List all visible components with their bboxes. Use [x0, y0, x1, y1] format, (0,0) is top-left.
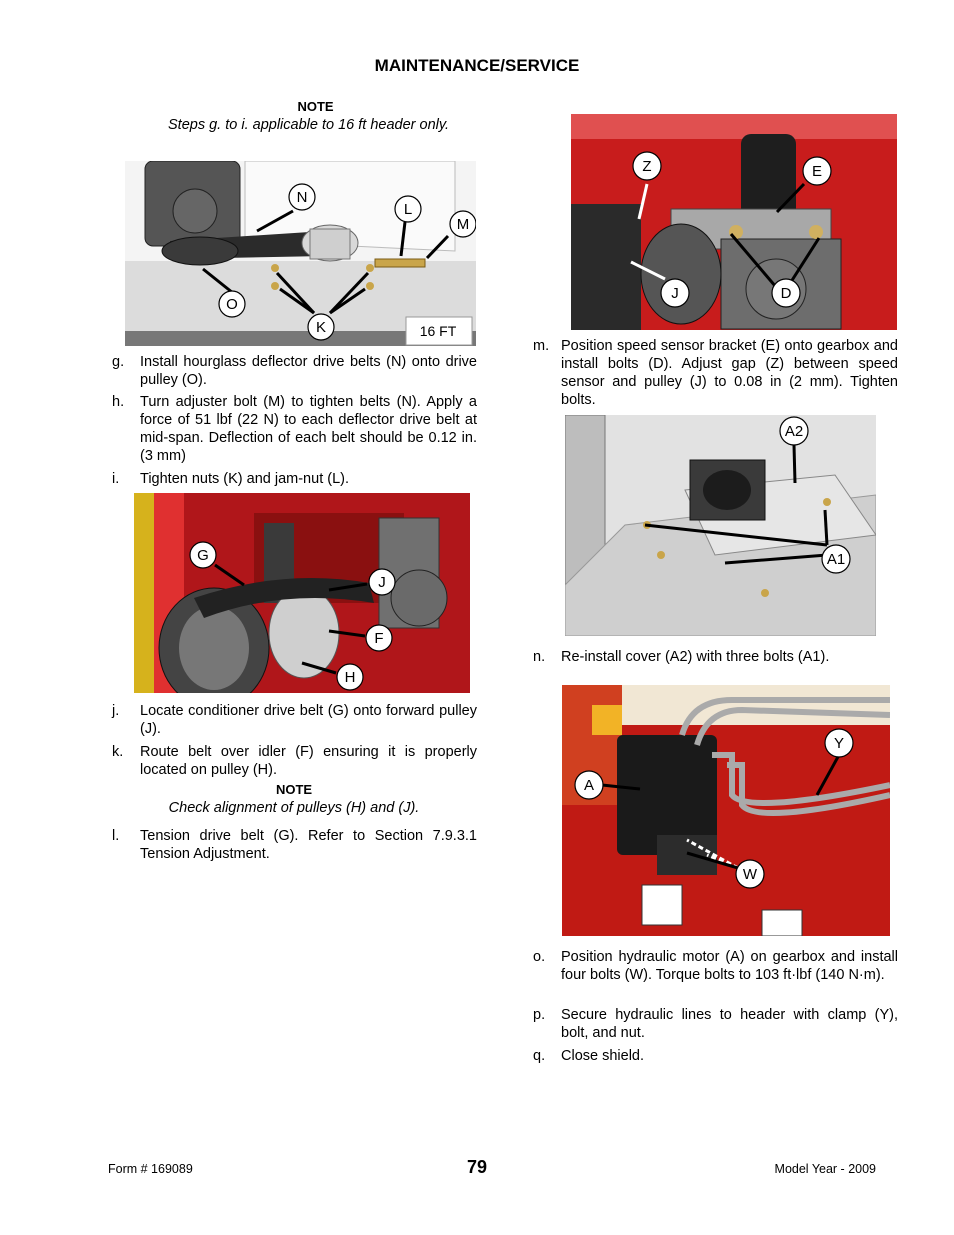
step-n [533, 648, 898, 666]
step-text: Install hourglass deflector drive belts (N) onto drive pulley (O). [140, 354, 477, 388]
callout-g: G [197, 547, 209, 564]
step-text: Secure hydraulic lines to header with clamp (Y), bolt, and nut. [561, 1007, 898, 1041]
form-number: Form # 169089 [108, 1162, 193, 1176]
callout-z: Z [642, 158, 652, 175]
step-letter: h. [112, 394, 125, 410]
callout-e: E [811, 163, 823, 180]
speed-sensor-figure [571, 114, 897, 330]
note-label: NOTE [297, 99, 334, 114]
callout-w: W [742, 866, 758, 883]
deflector-belt-figure [125, 161, 476, 346]
cover-figure [565, 415, 876, 636]
callout-l: L [403, 201, 413, 218]
step-letter: n. [533, 649, 546, 665]
step-letter: i. [112, 471, 120, 487]
header-size-tag: 16 FT [419, 323, 457, 339]
step-letter: j. [112, 703, 120, 719]
step-text: Route belt over idler (F) ensuring it is properly located on pulley (H). [140, 744, 477, 778]
step-text: Locate conditioner drive belt (G) onto forward pulley (J). [140, 703, 477, 737]
step-text: Tension drive belt (G). Refer to Section 7.9.3.1 Tension Adjustment. [140, 828, 477, 862]
step-h [112, 393, 477, 465]
callout-j: J [671, 285, 679, 302]
model-year: Model Year - 2009 [774, 1162, 876, 1176]
step-letter: m. [533, 338, 550, 354]
callout-j: J [378, 574, 386, 591]
step-p [533, 1006, 898, 1042]
step-g [112, 353, 477, 389]
step-l [112, 827, 477, 863]
step-i [112, 470, 477, 488]
conditioner-belt-figure [134, 493, 470, 693]
callout-a2: A2 [784, 423, 804, 440]
step-k [112, 743, 477, 779]
step-letter: q. [533, 1048, 546, 1064]
callout-a1: A1 [826, 551, 846, 568]
callout-y: Y [833, 735, 845, 752]
step-j [112, 702, 477, 738]
callout-a: A [583, 777, 595, 794]
step-text: Position speed sensor bracket (E) onto gearbox and install bolts (D). Adjust gap (Z) between speed sensor and pulley (J) to 0.08 in (2 mm). Tighten bolts. [561, 338, 898, 408]
callout-f: F [374, 630, 384, 647]
note-text: Steps g. to i. applicable to 16 ft header only. [168, 117, 450, 133]
step-m [533, 337, 898, 409]
step-text: Turn adjuster bolt (M) to tighten belts (N). Apply a force of 51 lbf (22 N) to each deflector drive belt at mid-span. Deflection of each belt should be 0.12 in. (3 mm) [140, 394, 477, 464]
callout-d: D [780, 285, 792, 302]
page-number: 79 [466, 1157, 488, 1177]
step-text: Re-install cover (A2) with three bolts (A1). [561, 649, 830, 665]
step-letter: k. [112, 744, 124, 760]
callout-o: O [226, 296, 238, 313]
note-label: NOTE [275, 782, 313, 797]
step-letter: l. [112, 828, 120, 844]
step-text: Tighten nuts (K) and jam-nut (L). [140, 471, 349, 487]
page-title: MAINTENANCE/SERVICE [374, 56, 580, 75]
step-letter: g. [112, 354, 125, 370]
step-text: Close shield. [561, 1048, 645, 1064]
callout-n: N [296, 189, 308, 206]
callout-k: K [315, 319, 327, 336]
hydraulic-motor-figure [562, 685, 890, 936]
step-letter: o. [533, 949, 546, 965]
step-o [533, 948, 898, 984]
callout-h: H [344, 669, 356, 686]
step-letter: p. [533, 1007, 546, 1023]
note-text: Check alignment of pulleys (H) and (J). [168, 800, 420, 816]
step-text: Position hydraulic motor (A) on gearbox and install four bolts (W). Torque bolts to 103 ft·lbf (140 N·m). [561, 949, 898, 983]
step-q [533, 1047, 898, 1065]
callout-m: M [456, 216, 470, 233]
